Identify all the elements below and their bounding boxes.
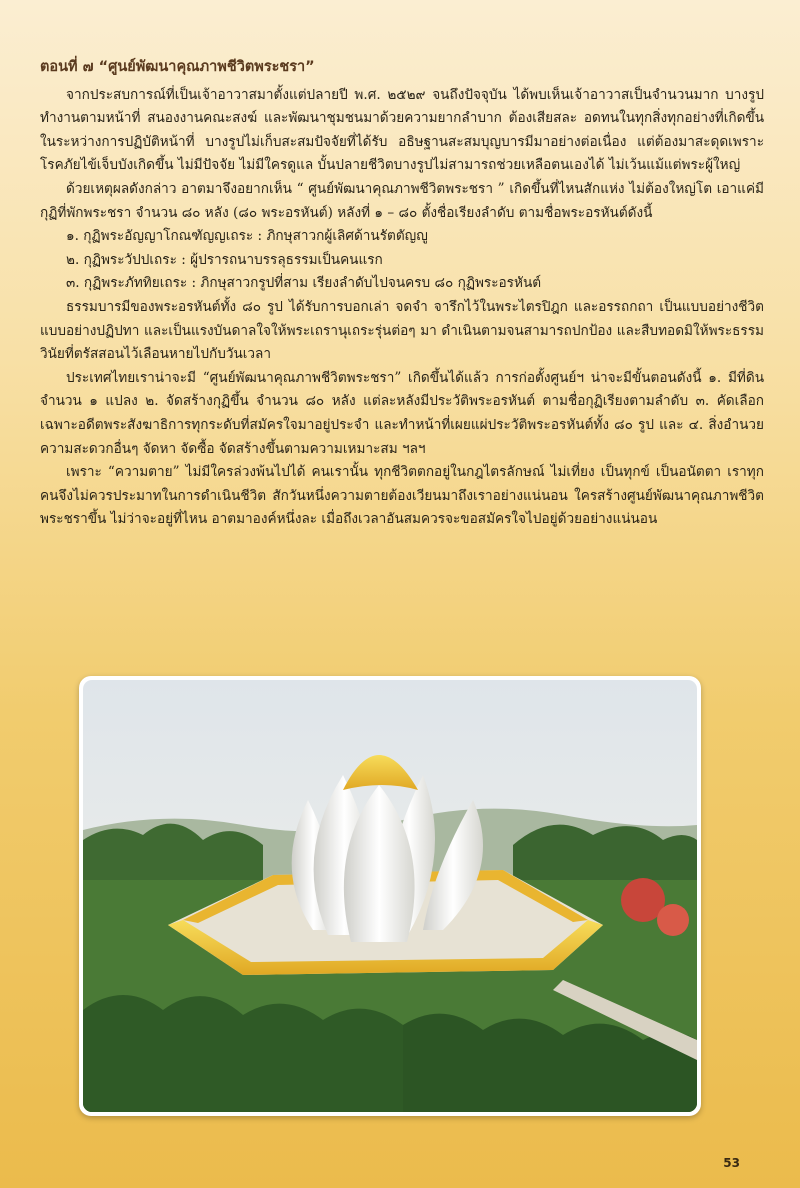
kuti-list [40,225,764,296]
paragraph-5: เพราะ “ความตาย” ไม่มีใครล่วงพ้นไปได้ คนเรานั้น ทุกชีวิตตกอยู่ในกฎไตรลักษณ์ ไม่เที่ยง เป็นทุกข์ เป็นอนัตตา เราทุกคนจึงไม่ควรประมาทในการดำเนินชีวิต สักวันหนึ่งความตายต้องเวียนมาถึงเราอย่างแน่นอน ใครสร้างศูนย์พัฒนาคุณภาพชีวิตพระชราขึ้น ไม่ว่าจะอยู่ที่ไหน อาตมาองค์หนึ่งละ เมื่อถึงเวลาอันสมควรจะขอสมัครใจไปอยู่ด้วยอย่างแน่นอน [40,464,764,528]
section-heading: ตอนที่ ๗ “ศูนย์พัฒนาคุณภาพชีวิตพระชรา” [40,59,315,75]
paragraph-3: ธรรมบารมีของพระอรหันต์ทั้ง ๘๐ รูป ได้รับการบอกเล่า จดจำ จารึกไว้ในพระไตรปิฎก และอรรถกถา เป็นแบบอย่างชีวิต แบบอย่างปฏิปทา และเป็นแรงบันดาลใจให้พระเถรานุเถระรุ่นต่อๆ มา ดำเนินตามจนสามารถปกป้อง และสืบทอดมิให้พระธรรมวินัยที่ตรัสสอนไว้เลือนหายไปกับวันเวลา [40,298,764,363]
list-item: ๓. กุฏิพระภัททิยเถระ : ภิกษุสาวกรูปที่สาม เรียงลำดับไปจนครบ ๘๐ กุฏิพระอรหันต์ [66,275,542,292]
list-item: ๑. กุฏิพระอัญญาโกณฑัญญเถระ : ภิกษุสาวกผู้เลิศด้านรัตตัญญู [66,228,428,245]
lotus-center-rendering [79,676,701,1116]
article-body [40,56,764,532]
page-number: 53 [723,1156,740,1170]
paragraph-2: ด้วยเหตุผลดังกล่าว อาตมาจึงอยากเห็น “ ศูนย์พัฒนาคุณภาพชีวิตพระชรา ” เกิดขึ้นที่ไหนสักแห่ง ไม่ต้องใหญ่โต เอาแค่มีกุฏิที่พักพระชรา จำนวน ๘๐ หลัง (๘๐ พระอรหันต์) หลังที่ ๑ – ๘๐ ตั้งชื่อเรียงลำดับ ตามชื่อพระอรหันต์ดังนี้ [40,180,764,221]
paragraph-4: ประเทศไทยเราน่าจะมี “ศูนย์พัฒนาคุณภาพชีวิตพระชรา” เกิดขึ้นได้แล้ว การก่อตั้งศูนย์ฯ น่าจะมีขั้นตอนดังนี้ ๑. มีที่ดิน จำนวน ๑ แปลง ๒. จัดสร้างกุฏิขึ้น จำนวน ๘๐ หลัง แต่ละหลังมีประวัติพระอรหันต์ ตามชื่อกุฏิเรียงตามลำดับ ๓. คัดเลือกเฉพาะอดีตพระสังฆาธิการทุกระดับที่สมัครใจมาอยู่ประจำ และทำหน้าที่เผยแผ่ประวัติพระอรหันต์ทั้ง ๘๐ รูป และ ๔. สิ่งอำนวยความสะดวกอื่นๆ จัดหา จัดซื้อ จัดสร้างขึ้นตามความเหมาะสม ฯลฯ [40,369,764,457]
paragraph-1: จากประสบการณ์ที่เป็นเจ้าอาวาสมาตั้งแต่ปลายปี พ.ศ. ๒๕๒๙ จนถึงปัจจุบัน ได้พบเห็นเจ้าอาวาสเป็นจำนวนมาก บางรูปทำงานตามหน้าที่ สนองงานคณะสงฆ์ และพัฒนาชุมชนมาด้วยความยากลำบาก ต้องเสียสละ อดทนในทุกสิ่งทุกอย่างที่เกิดขึ้น ในระหว่างการปฏิบัติหน้าที่ บางรูปไม่เก็บสะสมปัจจัยที่ได้รับ อธิษฐานสะสมบุญบารมีมาอย่างต่อเนื่อง แต่ต้องมาสะดุดเพราะโรคภัยไข้เจ็บบังเกิดขึ้น ไม่มีปัจจัย ไม่มีใครดูแล บั้นปลายชีวิตบางรูปไม่สามารถช่วยเหลือตนเองได้ ไม่เว้นแม้แต่พระผู้ใหญ่ [40,86,764,174]
list-item: ๒. กุฏิพระวัปปเถระ : ผู้ปรารถนาบรรลุธรรมเป็นคนแรก [66,251,383,268]
lotus-center-illustration [83,680,697,1112]
